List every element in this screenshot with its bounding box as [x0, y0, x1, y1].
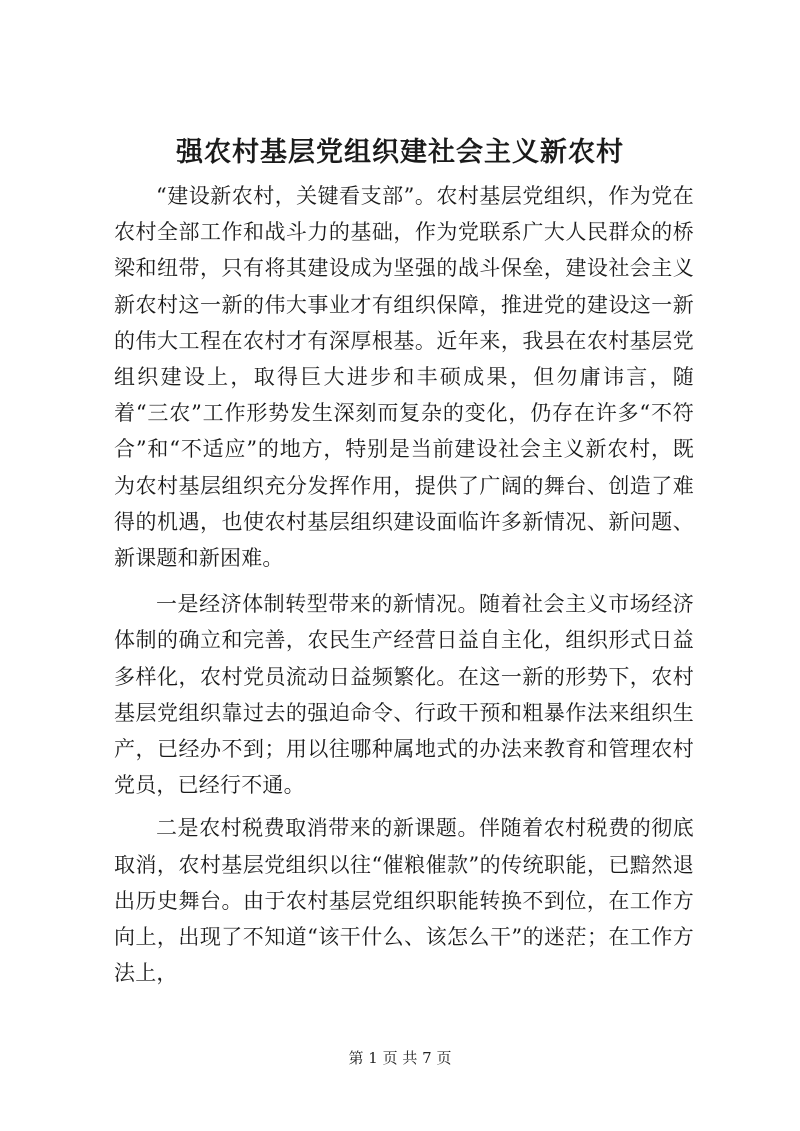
document-title: 强农村基层党组织建社会主义新农村 — [176, 137, 624, 168]
paragraph-tax-abolition: 二是农村税费取消带来的新课题。伴随着农村税费的彻底取消，农村基层党组织以往“催粮催款”的传统职能，已黯然退出历史舞台。由于农村基层党组织职能转换不到位，在工作方向上，出现了不知道“该干什么、该怎么干”的迷茫；在工作方法上， — [114, 816, 694, 986]
paragraph-economic-system: 一是经济体制转型带来的新情况。随着社会主义市场经济体制的确立和完善，农民生产经营日益自主化，组织形式日益多样化，农村党员流动日益频繁化。在这一新的形势下，农村基层党组织靠过去的强迫命令、行政干预和粗暴作法来组织生产，已经办不到；用以往哪种属地式的办法来教育和管理农村党员，已经行不通。 — [114, 592, 694, 798]
document-body — [114, 178, 694, 991]
page-number-footer: 第 1 页 共 7 页 — [348, 1049, 452, 1067]
paragraph-intro: “建设新农村，关键看支部”。农村基层党组织，作为党在农村全部工作和战斗力的基础，作为党联系广大人民群众的桥梁和纽带，只有将其建设成为坚强的战斗保垒，建设社会主义新农村这一新的伟大事业才有组织保障，推进党的建设这一新的伟大工程在农村才有深厚根基。近年来，我县在农村基层党组织建设上，取得巨大进步和丰硕成果，但勿庸讳言，随着“三农”工作形势发生深刻而复杂的变化，仍存在许多“不符合”和“不适应”的地方，特别是当前建设社会主义新农村，既为农村基层组织充分发挥作用，提供了广阔的舞台、创造了难得的机遇，也使农村基层组织建设面临许多新情况、新问题、新课题和新困难。 — [114, 184, 694, 571]
